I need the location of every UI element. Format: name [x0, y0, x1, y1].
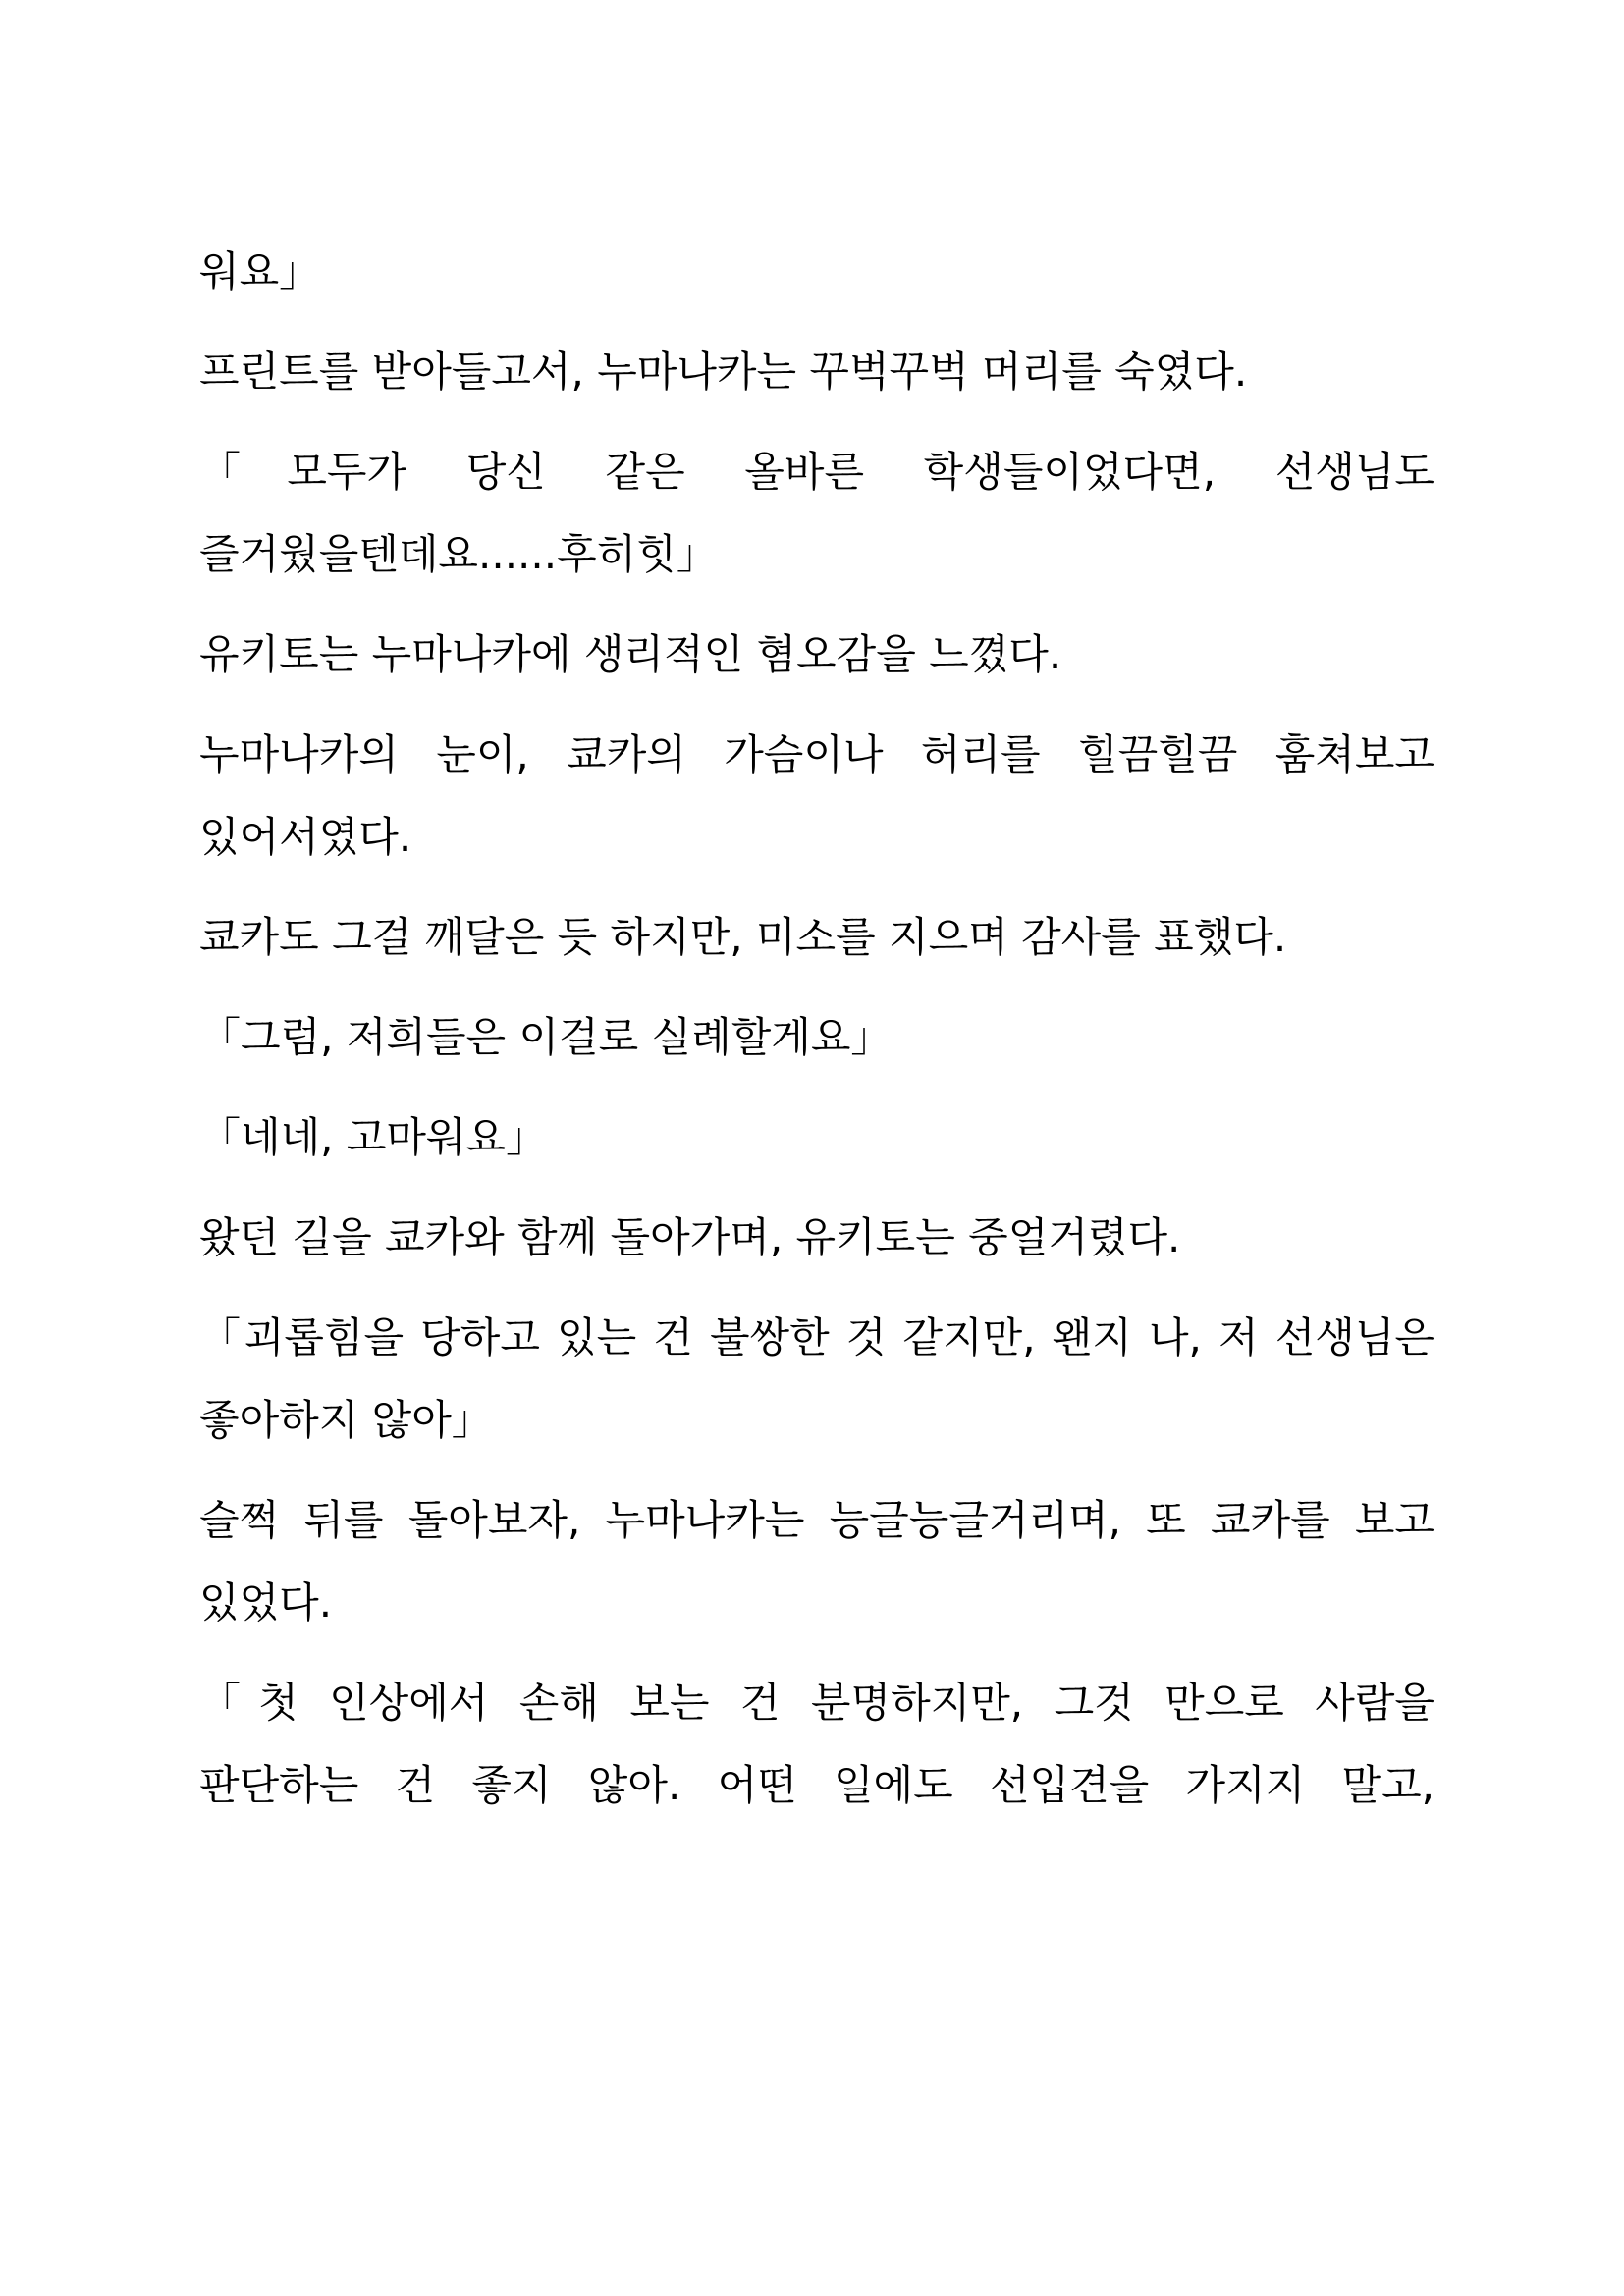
paragraph: 쿄카도 그걸 깨달은 듯 하지만, 미소를 지으며 감사를 표했다.	[199, 913, 1287, 961]
paragraph: 「모두가 당신 같은 올바른 학생들이었다면, 선생님도 즐거웠을텐데요......후히힛」	[199, 448, 1435, 578]
paragraph: 「괴롭힘을 당하고 있는 건 불쌍한 것 같지만, 왠지 나, 저 선생님은 좋아하지 않아」	[199, 1313, 1435, 1444]
paragraph: 슬쩍 뒤를 돌아보자, 누마나카는 능글능글거리며, 또 쿄카를 보고 있었다.	[199, 1496, 1435, 1627]
paragraph: 프린트를 받아들고서, 누마나카는 꾸벅꾸벅 머리를 숙였다.	[199, 347, 1248, 396]
paragraph: 누마나카의 눈이, 쿄카의 가슴이나 허리를 힐끔힐끔 훔쳐보고 있어서였다.	[199, 730, 1435, 861]
paragraph: 유키토는 누마나카에 생리적인 혐오감을 느꼈다.	[199, 630, 1062, 678]
paragraph: 「그럼, 저희들은 이걸로 실례할게요」	[199, 1013, 893, 1061]
paragraph: 「첫 인상에서 손해 보는 건 분명하지만, 그것 만으로 사람을 판단하는 건 좋지 않아. 어떤 일에도 선입견을 가지지 말고,	[199, 1679, 1435, 1809]
paragraph: 워요」	[199, 247, 321, 295]
paragraph: 「네네, 고마워요」	[199, 1113, 548, 1161]
paragraph: 왔던 길을 쿄카와 함께 돌아가며, 유키토는 중얼거렸다.	[199, 1213, 1181, 1261]
document-body	[199, 231, 1435, 1844]
